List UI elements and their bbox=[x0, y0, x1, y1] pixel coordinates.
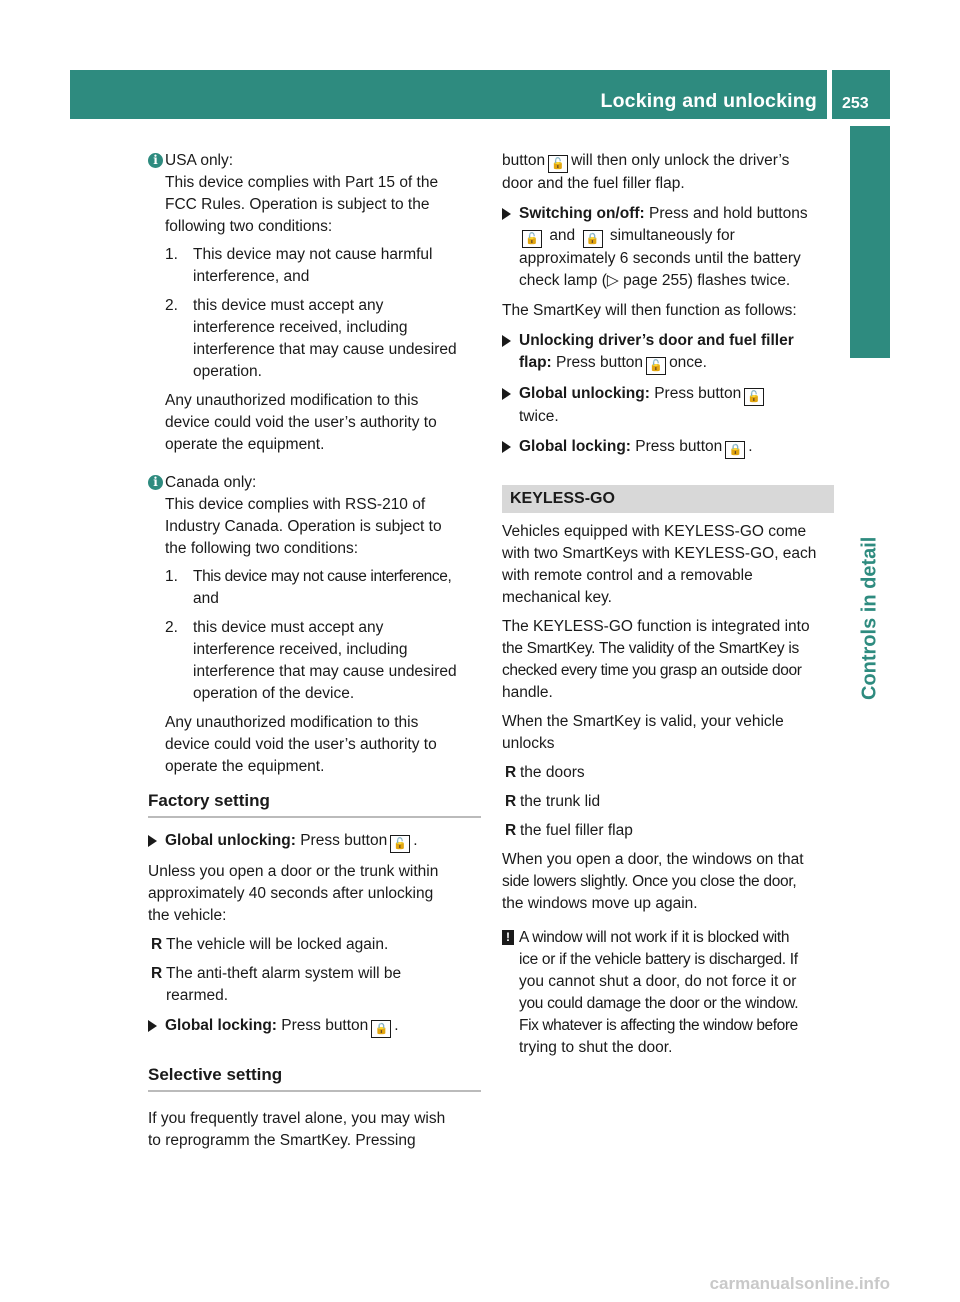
list-item bbox=[148, 244, 481, 288]
step-arrow-icon bbox=[502, 335, 511, 347]
usa-after-text bbox=[148, 390, 481, 456]
canada-after-text bbox=[148, 712, 481, 778]
text-fragment: button bbox=[502, 152, 546, 169]
canada-info-note bbox=[148, 472, 481, 560]
text-line: door and the fuel filler flap. bbox=[502, 175, 685, 192]
continued-paragraph bbox=[502, 150, 834, 195]
note-line: Canada only: bbox=[165, 474, 257, 491]
note-line: following two conditions: bbox=[165, 218, 333, 235]
step-label: Switching on/off: bbox=[519, 205, 645, 222]
text-line: checked every time you grasp an outside door bbox=[502, 662, 802, 679]
unlock-key-icon: 🔓 bbox=[522, 230, 542, 248]
list-line: this device must accept any bbox=[193, 619, 384, 636]
keyless-paragraph bbox=[502, 711, 834, 755]
page-title: Locking and unlocking bbox=[600, 90, 817, 112]
unlock-key-icon: 🔓 bbox=[390, 835, 410, 853]
note-line: This device complies with Part 15 of the bbox=[165, 174, 439, 191]
factory-paragraph bbox=[148, 861, 481, 927]
step-text: Press button bbox=[654, 385, 742, 402]
list-line: interference received, including bbox=[193, 319, 408, 336]
keyless-paragraph bbox=[502, 521, 834, 609]
text-line: Vehicles equipped with KEYLESS-GO come bbox=[502, 523, 807, 540]
text-line: The SmartKey will then function as follows: bbox=[502, 302, 797, 319]
note-line: FCC Rules. Operation is subject to the bbox=[165, 196, 430, 213]
list-number: 2. bbox=[165, 297, 178, 314]
list-line: interference that may cause undesired bbox=[193, 341, 457, 358]
keyless-paragraph bbox=[502, 849, 834, 915]
step-arrow-icon bbox=[148, 1020, 157, 1032]
usa-conditions-list bbox=[148, 244, 481, 383]
side-section-label-box bbox=[850, 370, 890, 700]
factory-setting-heading: Factory setting bbox=[148, 790, 481, 818]
page-number-box bbox=[832, 70, 890, 119]
step-text: simultaneously for bbox=[609, 227, 735, 244]
text-line: Any unauthorized modification to this bbox=[165, 392, 419, 409]
warning-icon: ! bbox=[502, 930, 514, 945]
text-line: the fuel filler flap bbox=[520, 822, 633, 839]
text-line: mechanical key. bbox=[502, 589, 612, 606]
info-icon: i bbox=[148, 153, 163, 168]
list-item bbox=[148, 566, 481, 610]
list-line: operation of the device. bbox=[193, 685, 355, 702]
canada-conditions-list bbox=[148, 566, 481, 705]
lock-key-icon: 🔒 bbox=[371, 1020, 391, 1038]
step-label: Global unlocking: bbox=[165, 832, 296, 849]
step-label: Global unlocking: bbox=[519, 385, 650, 402]
instruction-step bbox=[502, 383, 834, 428]
list-line: this device must accept any bbox=[193, 297, 384, 314]
step-arrow-icon bbox=[502, 208, 511, 220]
note-line: Industry Canada. Operation is subject to bbox=[165, 518, 442, 535]
step-text: Press button bbox=[556, 354, 644, 371]
text-line: side lowers slightly. Once you close the door, bbox=[502, 873, 797, 890]
text-line: When the SmartKey is valid, your vehicle bbox=[502, 713, 784, 730]
bullet-item: R The vehicle will be locked again. bbox=[148, 934, 481, 956]
instruction-step: Global locking: Press button 🔒 . bbox=[502, 436, 834, 459]
text-fragment: will then only unlock the driver’s bbox=[571, 152, 790, 169]
note-line: This device complies with RSS-210 of bbox=[165, 496, 426, 513]
text-line: device could void the user’s authority to bbox=[165, 414, 437, 431]
text-line: the trunk lid bbox=[520, 793, 601, 810]
step-label: Global locking: bbox=[165, 1017, 277, 1034]
text-line: device could void the user’s authority to bbox=[165, 736, 437, 753]
text-line: the windows move up again. bbox=[502, 895, 698, 912]
step-text: twice. bbox=[519, 408, 559, 425]
text-line: The KEYLESS-GO function is integrated into bbox=[502, 618, 810, 635]
list-line: operation. bbox=[193, 363, 262, 380]
step-text: Press and hold buttons bbox=[649, 205, 808, 222]
list-number: 1. bbox=[165, 568, 178, 585]
list-line: and bbox=[193, 590, 219, 607]
lock-key-icon: 🔒 bbox=[725, 441, 745, 459]
bullet-item: R the doors bbox=[502, 762, 834, 784]
step-text: Press button bbox=[281, 1017, 369, 1034]
text-line: operate the equipment. bbox=[165, 436, 325, 453]
step-arrow-icon bbox=[148, 835, 157, 847]
step-text: and bbox=[549, 227, 576, 244]
text-line: If you frequently travel alone, you may wish bbox=[148, 1110, 446, 1127]
note-line: Fix whatever is affecting the window before bbox=[519, 1017, 798, 1034]
text-line: Any unauthorized modification to this bbox=[165, 714, 419, 731]
step-label: Unlocking driver’s door and fuel filler bbox=[519, 332, 794, 349]
list-number: 2. bbox=[165, 619, 178, 636]
instruction-step: Global locking: Press button 🔒 . bbox=[148, 1015, 481, 1038]
instruction-step bbox=[502, 330, 834, 375]
note-line: A window will not work if it is blocked with bbox=[519, 929, 790, 946]
step-text: Press button bbox=[300, 832, 388, 849]
note-line: USA only: bbox=[165, 152, 234, 169]
unlock-key-icon: 🔓 bbox=[646, 357, 666, 375]
text-line: unlocks bbox=[502, 735, 555, 752]
selective-setting-heading: Selective setting bbox=[148, 1064, 481, 1092]
text-line: Unless you open a door or the trunk within bbox=[148, 863, 439, 880]
step-text: approximately 6 seconds until the battery bbox=[519, 250, 801, 267]
step-arrow-icon bbox=[502, 441, 511, 453]
list-line: This device may not cause interference, bbox=[193, 568, 452, 585]
usa-info-note bbox=[148, 150, 481, 238]
list-item bbox=[148, 295, 481, 383]
text-line: The vehicle will be locked again. bbox=[166, 936, 389, 953]
step-text: once. bbox=[669, 354, 707, 371]
step-text: check lamp (▷ page 255) flashes twice. bbox=[519, 272, 791, 289]
page-number: 253 bbox=[842, 95, 869, 112]
lock-key-icon: 🔒 bbox=[583, 230, 603, 248]
warning-note bbox=[502, 927, 834, 1059]
list-line: interference, and bbox=[193, 268, 310, 285]
step-label: flap: bbox=[519, 354, 552, 371]
step-label: Global locking: bbox=[519, 438, 631, 455]
footer-watermark: carmanualsonline.info bbox=[709, 1274, 890, 1293]
text-line: with remote control and a removable bbox=[502, 567, 753, 584]
list-item bbox=[148, 617, 481, 705]
unlock-key-icon: 🔓 bbox=[548, 155, 568, 173]
step-arrow-icon bbox=[502, 388, 511, 400]
text-line: The anti-theft alarm system will be bbox=[166, 965, 402, 982]
keyless-paragraph bbox=[502, 616, 834, 704]
instruction-step: Global unlocking: Press button 🔓 . bbox=[148, 830, 481, 853]
instruction-step bbox=[502, 203, 834, 292]
note-line: you cannot shut a door, do not force it or bbox=[519, 973, 797, 990]
note-line: you could damage the door or the window. bbox=[519, 995, 799, 1012]
keyless-go-heading: KEYLESS-GO bbox=[502, 485, 834, 513]
page-header-bar bbox=[70, 70, 827, 119]
info-icon: i bbox=[148, 475, 163, 490]
list-line: interference that may cause undesired bbox=[193, 663, 457, 680]
note-line: trying to shut the door. bbox=[519, 1039, 673, 1056]
text-line: with two SmartKeys with KEYLESS-GO, each bbox=[502, 545, 817, 562]
left-column bbox=[148, 150, 481, 1159]
text-line: approximately 40 seconds after unlocking bbox=[148, 885, 434, 902]
text-line: handle. bbox=[502, 684, 553, 701]
note-line: the following two conditions: bbox=[165, 540, 359, 557]
list-number: 1. bbox=[165, 246, 178, 263]
right-column bbox=[502, 150, 834, 1059]
list-line: This device may not cause harmful bbox=[193, 246, 433, 263]
side-tab bbox=[850, 126, 890, 358]
text-line: the vehicle: bbox=[148, 907, 227, 924]
bullet-item: R the trunk lid bbox=[502, 791, 834, 813]
text-line: the SmartKey. The validity of the SmartKey is bbox=[502, 640, 799, 657]
text-line: operate the equipment. bbox=[165, 758, 325, 775]
list-line: interference received, including bbox=[193, 641, 408, 658]
note-line: ice or if the vehicle battery is discharged. If bbox=[519, 951, 798, 968]
bullet-item: R The anti-theft alarm system will be rearmed. bbox=[148, 963, 481, 1007]
text-line: When you open a door, the windows on that bbox=[502, 851, 804, 868]
side-section-label: Controls in detail bbox=[858, 536, 881, 700]
text-line: to reprogramm the SmartKey. Pressing bbox=[148, 1132, 416, 1149]
step-text: Press button bbox=[635, 438, 723, 455]
selective-paragraph bbox=[148, 1108, 481, 1152]
unlock-key-icon: 🔓 bbox=[744, 388, 764, 406]
text-line: the doors bbox=[520, 764, 585, 781]
text-line: rearmed. bbox=[166, 987, 229, 1004]
bullet-item: R the fuel filler flap bbox=[502, 820, 834, 842]
